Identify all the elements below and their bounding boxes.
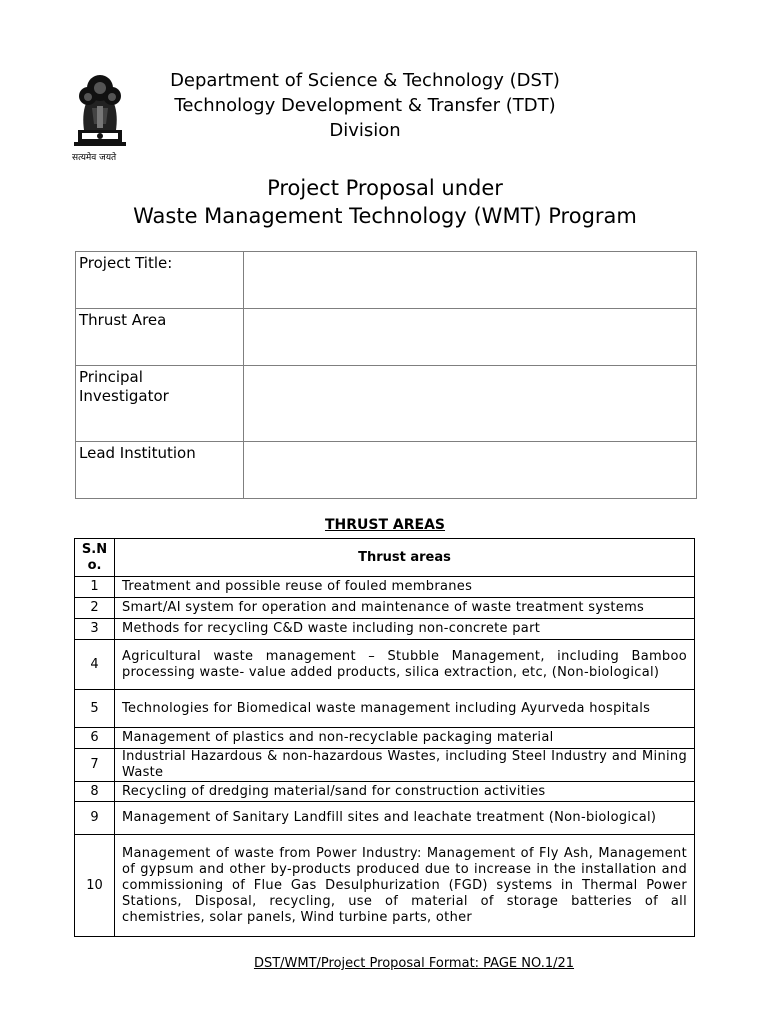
table-row (75, 690, 695, 728)
row-sno: 4 (75, 640, 115, 690)
row-text: Management of waste from Power Industry: Management of Fly Ash, Management of gypsum and other by-products produced due to increase in the installation and commissioning of Flue Gas Desulphurization (FGD) systems in Thermal Power Stations, Disposal, recycling, use of material of storage batteries of all chemistries, solar panels, Wind turbine parts, other (115, 835, 695, 937)
row-sno: 8 (75, 782, 115, 802)
proposal-title (0, 174, 770, 230)
project-title-field[interactable] (244, 252, 697, 309)
table-row (75, 640, 695, 690)
department-name: Department of Science & Technology (DST) (170, 70, 560, 91)
row-text: Management of plastics and non-recyclable packaging material (115, 728, 695, 749)
principal-investigator-field[interactable] (244, 366, 697, 442)
row-sno: 1 (75, 577, 115, 598)
lead-institution-label: Lead Institution (76, 442, 244, 499)
row-sno: 9 (75, 802, 115, 835)
thrust-area-column-header: Thrust areas (115, 539, 695, 577)
department-header (140, 68, 590, 143)
principal-investigator-label: Principal Investigator (76, 366, 244, 442)
lead-institution-field[interactable] (244, 442, 697, 499)
table-row (75, 782, 695, 802)
division-name: Technology Development & Transfer (TDT) Division (174, 95, 556, 141)
row-text: Industrial Hazardous & non-hazardous Wastes, including Steel Industry and Mining Waste (115, 749, 695, 782)
table-row (75, 619, 695, 640)
table-row (75, 835, 695, 937)
proposal-title-line1: Project Proposal under (267, 176, 503, 200)
thrust-areas-heading: THRUST AREAS (324, 517, 446, 533)
table-row (75, 802, 695, 835)
table-row (75, 749, 695, 782)
row-text: Smart/AI system for operation and maintenance of waste treatment systems (115, 598, 695, 619)
thrust-area-label: Thrust Area (76, 309, 244, 366)
row-text: Recycling of dredging material/sand for construction activities (115, 782, 695, 802)
proposal-title-line2: Waste Management Technology (WMT) Program (133, 204, 637, 228)
project-title-label: Project Title: (76, 252, 244, 309)
thrust-areas-table (74, 538, 695, 937)
project-info-table (75, 251, 697, 499)
table-row (75, 598, 695, 619)
table-row (75, 728, 695, 749)
row-text: Agricultural waste management – Stubble Management, including Bamboo processing waste- value added products, silica extraction, etc, (Non-biological) (115, 640, 695, 690)
row-sno: 2 (75, 598, 115, 619)
row-sno: 10 (75, 835, 115, 937)
row-sno: 5 (75, 690, 115, 728)
row-text: Treatment and possible reuse of fouled membranes (115, 577, 695, 598)
sno-column-header: S.No. (75, 539, 115, 577)
row-text: Management of Sanitary Landfill sites and leachate treatment (Non-biological) (115, 802, 695, 835)
row-sno: 6 (75, 728, 115, 749)
row-text: Technologies for Biomedical waste management including Ayurveda hospitals (115, 690, 695, 728)
emblem-motto: सत्यमेव जयते (72, 153, 117, 163)
row-sno: 3 (75, 619, 115, 640)
row-text: Methods for recycling C&D waste including non-concrete part (115, 619, 695, 640)
row-sno: 7 (75, 749, 115, 782)
page-footer: DST/WMT/Project Proposal Format: PAGE NO.1/21 (253, 956, 575, 971)
thrust-area-field[interactable] (244, 309, 697, 366)
table-row (75, 577, 695, 598)
